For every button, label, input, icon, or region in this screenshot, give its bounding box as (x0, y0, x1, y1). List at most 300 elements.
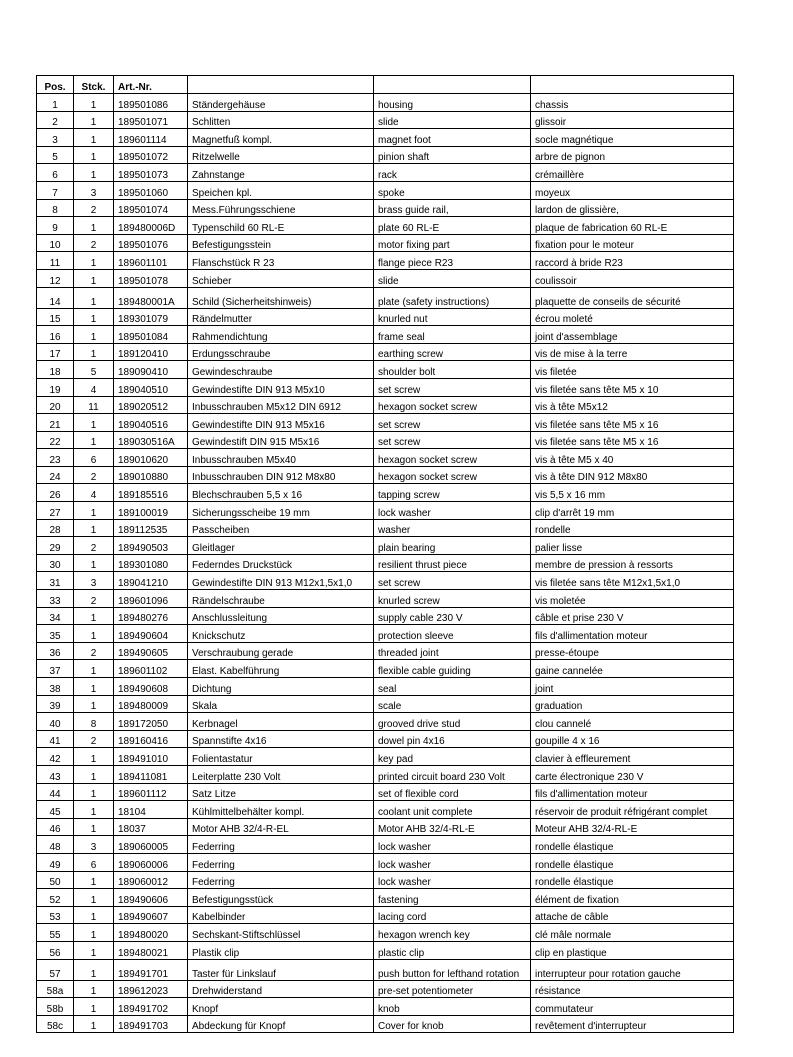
english-cell: pre-set potentiometer (374, 980, 531, 998)
qty-cell: 1 (74, 308, 114, 326)
article-number-cell: 189601114 (114, 129, 188, 147)
article-number-cell: 189501060 (114, 181, 188, 199)
french-cell: carte électronique 230 V (531, 765, 734, 783)
qty-cell: 2 (74, 199, 114, 217)
pos-cell: 43 (37, 765, 74, 783)
french-cell: moyeux (531, 181, 734, 199)
pos-cell: 58b (37, 998, 74, 1016)
article-number-cell: 189480009 (114, 695, 188, 713)
french-cell: vis filetée sans tête M5 x 16 (531, 414, 734, 432)
english-cell: set of flexible cord (374, 783, 531, 801)
english-cell: set screw (374, 378, 531, 396)
qty-cell: 2 (74, 234, 114, 252)
table-row (37, 572, 734, 590)
german-cell: Drehwiderstand (188, 980, 374, 998)
german-cell: Gewindestifte DIN 913 M5x16 (188, 414, 374, 432)
french-cell: graduation (531, 695, 734, 713)
french-cell: glissoir (531, 111, 734, 129)
table-row (37, 431, 734, 449)
pos-cell: 29 (37, 537, 74, 555)
french-cell: rondelle élastique (531, 836, 734, 854)
qty-cell: 1 (74, 889, 114, 907)
pos-cell: 55 (37, 924, 74, 942)
table-row (37, 1015, 734, 1033)
table-row (37, 748, 734, 766)
english-cell: flexible cable guiding (374, 660, 531, 678)
german-cell: Folientastatur (188, 748, 374, 766)
pos-cell: 22 (37, 431, 74, 449)
table-row (37, 94, 734, 112)
article-number-cell: 189060006 (114, 853, 188, 871)
table-row (37, 590, 734, 608)
english-cell: slide (374, 111, 531, 129)
qty-cell: 1 (74, 519, 114, 537)
article-number-cell: 189601096 (114, 590, 188, 608)
english-cell: dowel pin 4x16 (374, 730, 531, 748)
table-row (37, 252, 734, 270)
qty-cell: 1 (74, 111, 114, 129)
german-cell: Inbusschrauben M5x40 (188, 449, 374, 467)
english-cell: flange piece R23 (374, 252, 531, 270)
english-cell: lock washer (374, 871, 531, 889)
qty-cell: 1 (74, 980, 114, 998)
french-cell: vis moletée (531, 590, 734, 608)
french-cell: câble et prise 230 V (531, 607, 734, 625)
pos-cell: 42 (37, 748, 74, 766)
article-number-cell: 189301080 (114, 554, 188, 572)
english-cell: earthing screw (374, 343, 531, 361)
qty-cell: 1 (74, 343, 114, 361)
qty-cell: 1 (74, 678, 114, 696)
french-cell: vis de mise à la terre (531, 343, 734, 361)
german-cell: Sicherungsscheibe 19 mm (188, 502, 374, 520)
english-cell: spoke (374, 181, 531, 199)
article-number-cell: 189501078 (114, 269, 188, 287)
english-cell: hexagon wrench key (374, 924, 531, 942)
german-cell: Spannstifte 4x16 (188, 730, 374, 748)
german-cell: Passcheiben (188, 519, 374, 537)
french-cell: fils d'allimentation moteur (531, 625, 734, 643)
french-cell: goupille 4 x 16 (531, 730, 734, 748)
german-cell: Kerbnagel (188, 713, 374, 731)
article-number-cell: 189172050 (114, 713, 188, 731)
qty-cell: 1 (74, 998, 114, 1016)
qty-cell: 2 (74, 537, 114, 555)
french-cell: clé mâle normale (531, 924, 734, 942)
french-cell: vis filetée sans tête M5 x 16 (531, 431, 734, 449)
table-row (37, 554, 734, 572)
pos-cell: 2 (37, 111, 74, 129)
german-cell: Taster für Linkslauf (188, 959, 374, 980)
qty-cell: 1 (74, 129, 114, 147)
english-cell: rack (374, 164, 531, 182)
table-row (37, 871, 734, 889)
french-cell: vis filetée sans tête M12x1,5x1,0 (531, 572, 734, 590)
article-number-cell: 189100019 (114, 502, 188, 520)
german-cell: Ritzelwelle (188, 146, 374, 164)
qty-cell: 1 (74, 660, 114, 678)
french-cell: plaque de fabrication 60 RL-E (531, 217, 734, 235)
pos-cell: 11 (37, 252, 74, 270)
french-cell: palier lisse (531, 537, 734, 555)
french-cell: vis à tête DIN 912 M8x80 (531, 466, 734, 484)
article-number-cell: 189490604 (114, 625, 188, 643)
qty-cell: 11 (74, 396, 114, 414)
qty-cell: 2 (74, 642, 114, 660)
table-row (37, 959, 734, 980)
article-number-cell: 189501084 (114, 326, 188, 344)
article-number-cell: 189491010 (114, 748, 188, 766)
table-row (37, 396, 734, 414)
table-row (37, 234, 734, 252)
german-cell: Anschlussleitung (188, 607, 374, 625)
qty-cell: 1 (74, 625, 114, 643)
german-cell: Gewindestift DIN 915 M5x16 (188, 431, 374, 449)
article-number-cell: 189480276 (114, 607, 188, 625)
pos-cell: 50 (37, 871, 74, 889)
article-number-cell: 18037 (114, 818, 188, 836)
pos-cell: 58c (37, 1015, 74, 1033)
article-number-cell: 189601102 (114, 660, 188, 678)
table-row (37, 924, 734, 942)
article-number-cell: 189160416 (114, 730, 188, 748)
table-row (37, 414, 734, 432)
pos-cell: 45 (37, 801, 74, 819)
german-cell: Leiterplatte 230 Volt (188, 765, 374, 783)
french-cell: commutateur (531, 998, 734, 1016)
pos-cell: 5 (37, 146, 74, 164)
qty-cell: 1 (74, 871, 114, 889)
german-cell: Schild (Sicherheitshinweis) (188, 287, 374, 308)
table-row (37, 730, 734, 748)
table-row (37, 906, 734, 924)
table-row (37, 941, 734, 959)
pos-cell: 12 (37, 269, 74, 287)
german-cell: Federring (188, 836, 374, 854)
french-cell: rondelle élastique (531, 853, 734, 871)
german-cell: Gewindestifte DIN 913 M5x10 (188, 378, 374, 396)
qty-cell: 1 (74, 783, 114, 801)
english-cell: threaded joint (374, 642, 531, 660)
article-number-cell: 189490607 (114, 906, 188, 924)
german-cell: Knopf (188, 998, 374, 1016)
pos-cell: 8 (37, 199, 74, 217)
german-cell: Elast. Kabelführung (188, 660, 374, 678)
table-row (37, 801, 734, 819)
table-row (37, 287, 734, 308)
pos-cell: 26 (37, 484, 74, 502)
qty-cell: 1 (74, 326, 114, 344)
english-cell: lacing cord (374, 906, 531, 924)
english-cell: grooved drive stud (374, 713, 531, 731)
header-qty: Stck. (74, 76, 114, 94)
article-number-cell: 189490608 (114, 678, 188, 696)
english-cell: plastic clip (374, 941, 531, 959)
german-cell: Inbusschrauben DIN 912 M8x80 (188, 466, 374, 484)
pos-cell: 7 (37, 181, 74, 199)
english-cell: lock washer (374, 502, 531, 520)
german-cell: Federring (188, 871, 374, 889)
pos-cell: 57 (37, 959, 74, 980)
pos-cell: 38 (37, 678, 74, 696)
qty-cell: 1 (74, 1015, 114, 1033)
pos-cell: 9 (37, 217, 74, 235)
table-row (37, 129, 734, 147)
qty-cell: 1 (74, 906, 114, 924)
french-cell: joint (531, 678, 734, 696)
article-number-cell: 189040516 (114, 414, 188, 432)
table-row (37, 146, 734, 164)
pos-cell: 33 (37, 590, 74, 608)
english-cell: magnet foot (374, 129, 531, 147)
french-cell: crémaillère (531, 164, 734, 182)
article-number-cell: 189041210 (114, 572, 188, 590)
table-row (37, 378, 734, 396)
pos-cell: 41 (37, 730, 74, 748)
pos-cell: 15 (37, 308, 74, 326)
header-english (374, 76, 531, 94)
english-cell: set screw (374, 572, 531, 590)
french-cell: interrupteur pour rotation gauche (531, 959, 734, 980)
header-pos: Pos. (37, 76, 74, 94)
german-cell: Schlitten (188, 111, 374, 129)
pos-cell: 27 (37, 502, 74, 520)
french-cell: vis 5,5 x 16 mm (531, 484, 734, 502)
english-cell: Motor AHB 32/4-RL-E (374, 818, 531, 836)
english-cell: key pad (374, 748, 531, 766)
qty-cell: 4 (74, 484, 114, 502)
english-cell: lock washer (374, 836, 531, 854)
pos-cell: 44 (37, 783, 74, 801)
french-cell: vis filetée (531, 361, 734, 379)
table-row (37, 783, 734, 801)
french-cell: joint d'assemblage (531, 326, 734, 344)
table-row (37, 889, 734, 907)
english-cell: Cover for knob (374, 1015, 531, 1033)
french-cell: raccord à bride R23 (531, 252, 734, 270)
french-cell: vis filetée sans tête M5 x 10 (531, 378, 734, 396)
english-cell: hexagon socket screw (374, 449, 531, 467)
english-cell: lock washer (374, 853, 531, 871)
qty-cell: 2 (74, 466, 114, 484)
table-row (37, 519, 734, 537)
french-cell: arbre de pignon (531, 146, 734, 164)
qty-cell: 1 (74, 502, 114, 520)
german-cell: Rahmendichtung (188, 326, 374, 344)
qty-cell: 1 (74, 695, 114, 713)
article-number-cell: 189501086 (114, 94, 188, 112)
english-cell: set screw (374, 414, 531, 432)
pos-cell: 53 (37, 906, 74, 924)
german-cell: Schieber (188, 269, 374, 287)
qty-cell: 3 (74, 181, 114, 199)
table-row (37, 818, 734, 836)
article-number-cell: 189491702 (114, 998, 188, 1016)
pos-cell: 14 (37, 287, 74, 308)
pos-cell: 40 (37, 713, 74, 731)
pos-cell: 28 (37, 519, 74, 537)
english-cell: hexagon socket screw (374, 396, 531, 414)
article-number-cell: 189601112 (114, 783, 188, 801)
german-cell: Kabelbinder (188, 906, 374, 924)
english-cell: brass guide rail, (374, 199, 531, 217)
german-cell: Sechskant-Stiftschlüssel (188, 924, 374, 942)
article-number-cell: 189480020 (114, 924, 188, 942)
qty-cell: 8 (74, 713, 114, 731)
french-cell: clip d'arrêt 19 mm (531, 502, 734, 520)
article-number-cell: 189185516 (114, 484, 188, 502)
german-cell: Satz Litze (188, 783, 374, 801)
qty-cell: 1 (74, 941, 114, 959)
qty-cell: 1 (74, 818, 114, 836)
german-cell: Inbusschrauben M5x12 DIN 6912 (188, 396, 374, 414)
german-cell: Blechschrauben 5,5 x 16 (188, 484, 374, 502)
german-cell: Skala (188, 695, 374, 713)
english-cell: motor fixing part (374, 234, 531, 252)
qty-cell: 4 (74, 378, 114, 396)
article-number-cell: 189060012 (114, 871, 188, 889)
table-row (37, 537, 734, 555)
qty-cell: 2 (74, 590, 114, 608)
table-row (37, 326, 734, 344)
english-cell: washer (374, 519, 531, 537)
german-cell: Federndes Druckstück (188, 554, 374, 572)
qty-cell: 1 (74, 607, 114, 625)
pos-cell: 1 (37, 94, 74, 112)
english-cell: seal (374, 678, 531, 696)
table-row (37, 269, 734, 287)
table-header-row (37, 76, 734, 94)
qty-cell: 1 (74, 164, 114, 182)
english-cell: scale (374, 695, 531, 713)
table-row (37, 695, 734, 713)
qty-cell: 1 (74, 414, 114, 432)
french-cell: fixation pour le moteur (531, 234, 734, 252)
french-cell: fils d'allimentation moteur (531, 783, 734, 801)
german-cell: Verschraubung gerade (188, 642, 374, 660)
pos-cell: 20 (37, 396, 74, 414)
table-row (37, 765, 734, 783)
qty-cell: 1 (74, 924, 114, 942)
english-cell: plate (safety instructions) (374, 287, 531, 308)
table-row (37, 466, 734, 484)
pos-cell: 39 (37, 695, 74, 713)
article-number-cell: 189112535 (114, 519, 188, 537)
english-cell: tapping screw (374, 484, 531, 502)
german-cell: Zahnstange (188, 164, 374, 182)
table-row (37, 607, 734, 625)
pos-cell: 18 (37, 361, 74, 379)
article-number-cell: 18104 (114, 801, 188, 819)
article-number-cell: 189501074 (114, 199, 188, 217)
french-cell: coulissoir (531, 269, 734, 287)
english-cell: fastening (374, 889, 531, 907)
table-row (37, 164, 734, 182)
french-cell: lardon de glissière, (531, 199, 734, 217)
pos-cell: 56 (37, 941, 74, 959)
table-row (37, 678, 734, 696)
english-cell: supply cable 230 V (374, 607, 531, 625)
table-row (37, 998, 734, 1016)
pos-cell: 34 (37, 607, 74, 625)
pos-cell: 23 (37, 449, 74, 467)
pos-cell: 49 (37, 853, 74, 871)
table-row (37, 484, 734, 502)
table-row (37, 343, 734, 361)
pos-cell: 3 (37, 129, 74, 147)
german-cell: Erdungsschraube (188, 343, 374, 361)
french-cell: clou cannelé (531, 713, 734, 731)
german-cell: Abdeckung für Knopf (188, 1015, 374, 1033)
pos-cell: 16 (37, 326, 74, 344)
english-cell: coolant unit complete (374, 801, 531, 819)
article-number-cell: 189060005 (114, 836, 188, 854)
german-cell: Typenschild 60 RL-E (188, 217, 374, 235)
french-cell: membre de pression à ressorts (531, 554, 734, 572)
qty-cell: 1 (74, 554, 114, 572)
german-cell: Gewindeschraube (188, 361, 374, 379)
french-cell: gaine cannelée (531, 660, 734, 678)
english-cell: knurled nut (374, 308, 531, 326)
table-row (37, 836, 734, 854)
table-row (37, 713, 734, 731)
article-number-cell: 189501072 (114, 146, 188, 164)
french-cell: clavier à effleurement (531, 748, 734, 766)
french-cell: revêtement d'interrupteur (531, 1015, 734, 1033)
table-row (37, 853, 734, 871)
pos-cell: 6 (37, 164, 74, 182)
table-row (37, 449, 734, 467)
german-cell: Ständergehäuse (188, 94, 374, 112)
article-number-cell: 189301079 (114, 308, 188, 326)
french-cell: vis à tête M5 x 40 (531, 449, 734, 467)
article-number-cell: 189612023 (114, 980, 188, 998)
pos-cell: 35 (37, 625, 74, 643)
english-cell: pinion shaft (374, 146, 531, 164)
english-cell: hexagon socket screw (374, 466, 531, 484)
german-cell: Rändelschraube (188, 590, 374, 608)
table-row (37, 217, 734, 235)
table-row (37, 308, 734, 326)
french-cell: chassis (531, 94, 734, 112)
german-cell: Kühlmittelbehälter kompl. (188, 801, 374, 819)
english-cell: frame seal (374, 326, 531, 344)
english-cell: knob (374, 998, 531, 1016)
qty-cell: 2 (74, 730, 114, 748)
qty-cell: 1 (74, 748, 114, 766)
english-cell: slide (374, 269, 531, 287)
qty-cell: 1 (74, 287, 114, 308)
pos-cell: 46 (37, 818, 74, 836)
table-row (37, 181, 734, 199)
table-row (37, 502, 734, 520)
article-number-cell: 189040510 (114, 378, 188, 396)
french-cell: presse-étoupe (531, 642, 734, 660)
qty-cell: 6 (74, 853, 114, 871)
article-number-cell: 189490606 (114, 889, 188, 907)
qty-cell: 5 (74, 361, 114, 379)
french-cell: socle magnétique (531, 129, 734, 147)
german-cell: Gewindestifte DIN 913 M12x1,5x1,0 (188, 572, 374, 590)
article-number-cell: 189480021 (114, 941, 188, 959)
article-number-cell: 189501073 (114, 164, 188, 182)
german-cell: Gleitlager (188, 537, 374, 555)
french-cell: rondelle élastique (531, 871, 734, 889)
qty-cell: 1 (74, 252, 114, 270)
qty-cell: 1 (74, 94, 114, 112)
table-row (37, 199, 734, 217)
article-number-cell: 189010620 (114, 449, 188, 467)
